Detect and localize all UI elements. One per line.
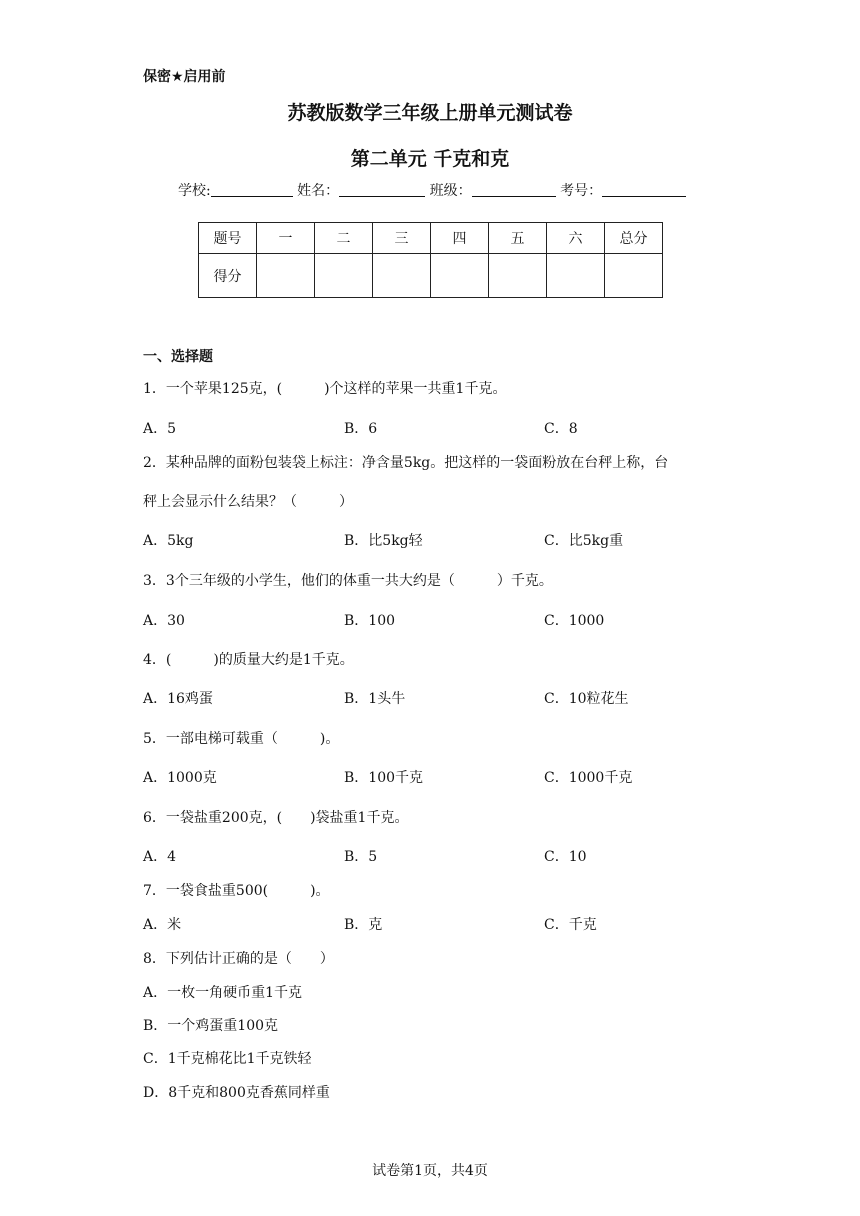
- score-cell: 三: [373, 223, 431, 254]
- option-4a: A．16鸡蛋: [143, 691, 213, 707]
- class-label: 班级：: [429, 183, 472, 199]
- score-cell: 六: [547, 223, 605, 254]
- question-1: 1．一个苹果125克，( )个这样的苹果一共重1千克。: [143, 381, 507, 397]
- score-cell: 一: [257, 223, 315, 254]
- question-5: 5．一部电梯可载重（ )。: [143, 731, 340, 747]
- class-blank[interactable]: [472, 182, 556, 197]
- exam-no-blank[interactable]: [602, 182, 686, 197]
- option-4b: B．1头牛: [344, 691, 406, 707]
- question-2-cont: 秤上会显示什么结果？（ ）: [143, 494, 353, 510]
- score-input-cell[interactable]: [431, 254, 489, 298]
- score-input-cell[interactable]: [257, 254, 315, 298]
- exam-title: 苏教版数学三年级上册单元测试卷: [287, 102, 573, 124]
- option-8b: B．一个鸡蛋重100克: [143, 1018, 279, 1034]
- confidential-label: 保密★启用前: [143, 69, 226, 85]
- name-blank[interactable]: [339, 182, 425, 197]
- option-8a: A．一枚一角硬币重1千克: [143, 985, 303, 1001]
- option-2c: C．比5kg重: [544, 533, 624, 549]
- page-footer: 试卷第1页，共4页: [372, 1163, 488, 1179]
- school-blank[interactable]: [211, 182, 293, 197]
- score-input-cell[interactable]: [373, 254, 431, 298]
- option-3c: C．1000: [544, 613, 605, 629]
- option-2a: A．5kg: [143, 533, 194, 549]
- option-1c: C．8: [544, 421, 578, 437]
- student-info-line: [178, 180, 686, 200]
- option-6a: A．4: [143, 849, 177, 865]
- school-label: 学校:: [178, 183, 211, 199]
- option-4c: C．10粒花生: [544, 691, 629, 707]
- score-input-cell[interactable]: [605, 254, 663, 298]
- option-8d: D．8千克和800克香蕉同样重: [143, 1085, 330, 1101]
- option-7c: C．千克: [544, 917, 597, 933]
- score-table-score-row: [199, 254, 663, 298]
- option-5b: B．100千克: [344, 770, 424, 786]
- question-7: 7．一袋食盐重500( )。: [143, 883, 330, 899]
- question-3: 3．3个三年级的小学生，他们的体重一共大约是（ ）千克。: [143, 573, 553, 589]
- option-5c: C．1000千克: [544, 770, 633, 786]
- unit-title: 第二单元 千克和克: [350, 148, 510, 170]
- option-5a: A．1000克: [143, 770, 217, 786]
- score-input-cell[interactable]: [489, 254, 547, 298]
- option-7b: B．克: [344, 917, 383, 933]
- option-7a: A．米: [143, 917, 182, 933]
- score-table: [198, 222, 663, 298]
- score-cell: 二: [315, 223, 373, 254]
- option-8c: C．1千克棉花比1千克铁轻: [143, 1051, 312, 1067]
- name-label: 姓名：: [297, 183, 340, 199]
- section-title: 一、选择题: [143, 349, 213, 365]
- question-8: 8．下列估计正确的是（ ）: [143, 951, 334, 967]
- option-6b: B．5: [344, 849, 378, 865]
- score-input-cell[interactable]: [547, 254, 605, 298]
- exam-no-label: 考号：: [560, 183, 603, 199]
- score-table-header-row: [199, 223, 663, 254]
- option-1b: B．6: [344, 421, 378, 437]
- question-6: 6．一袋盐重200克，( )袋盐重1千克。: [143, 810, 409, 826]
- score-cell: 五: [489, 223, 547, 254]
- score-cell: 得分: [199, 254, 257, 298]
- question-4: 4．( )的质量大约是1千克。: [143, 652, 354, 668]
- option-3a: A．30: [143, 613, 185, 629]
- option-2b: B．比5kg轻: [344, 533, 423, 549]
- question-2: 2．某种品牌的面粉包装袋上标注：净含量5kg。把这样的一袋面粉放在台秤上称，台: [143, 455, 669, 471]
- score-cell: 四: [431, 223, 489, 254]
- score-cell: 题号: [199, 223, 257, 254]
- option-3b: B．100: [344, 613, 396, 629]
- score-input-cell[interactable]: [315, 254, 373, 298]
- option-6c: C．10: [544, 849, 587, 865]
- option-1a: A．5: [143, 421, 177, 437]
- score-cell: 总分: [605, 223, 663, 254]
